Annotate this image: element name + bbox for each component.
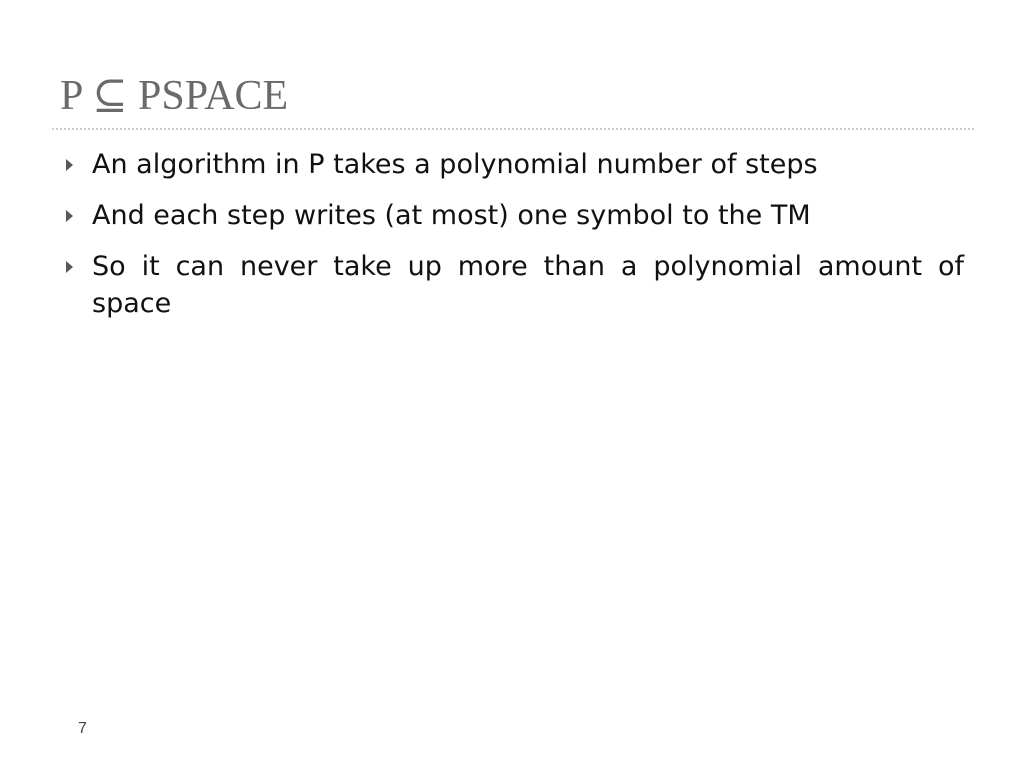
slide-title: P ⊆ PSPACE <box>60 73 289 119</box>
bullet-item <box>60 248 964 322</box>
triangle-right-icon <box>66 210 73 222</box>
bullet-text: So it can never take up more than a polynomial amount of space <box>92 251 964 319</box>
bullet-list <box>60 146 964 336</box>
triangle-right-icon <box>66 159 73 171</box>
bullet-item <box>60 197 964 234</box>
bullet-item <box>60 146 964 183</box>
page-number: 7 <box>78 720 87 737</box>
title-divider <box>52 128 974 130</box>
triangle-right-icon <box>66 261 73 273</box>
bullet-text: An algorithm in P takes a polynomial number of steps <box>92 149 818 180</box>
bullet-text: And each step writes (at most) one symbol to the TM <box>92 200 811 231</box>
